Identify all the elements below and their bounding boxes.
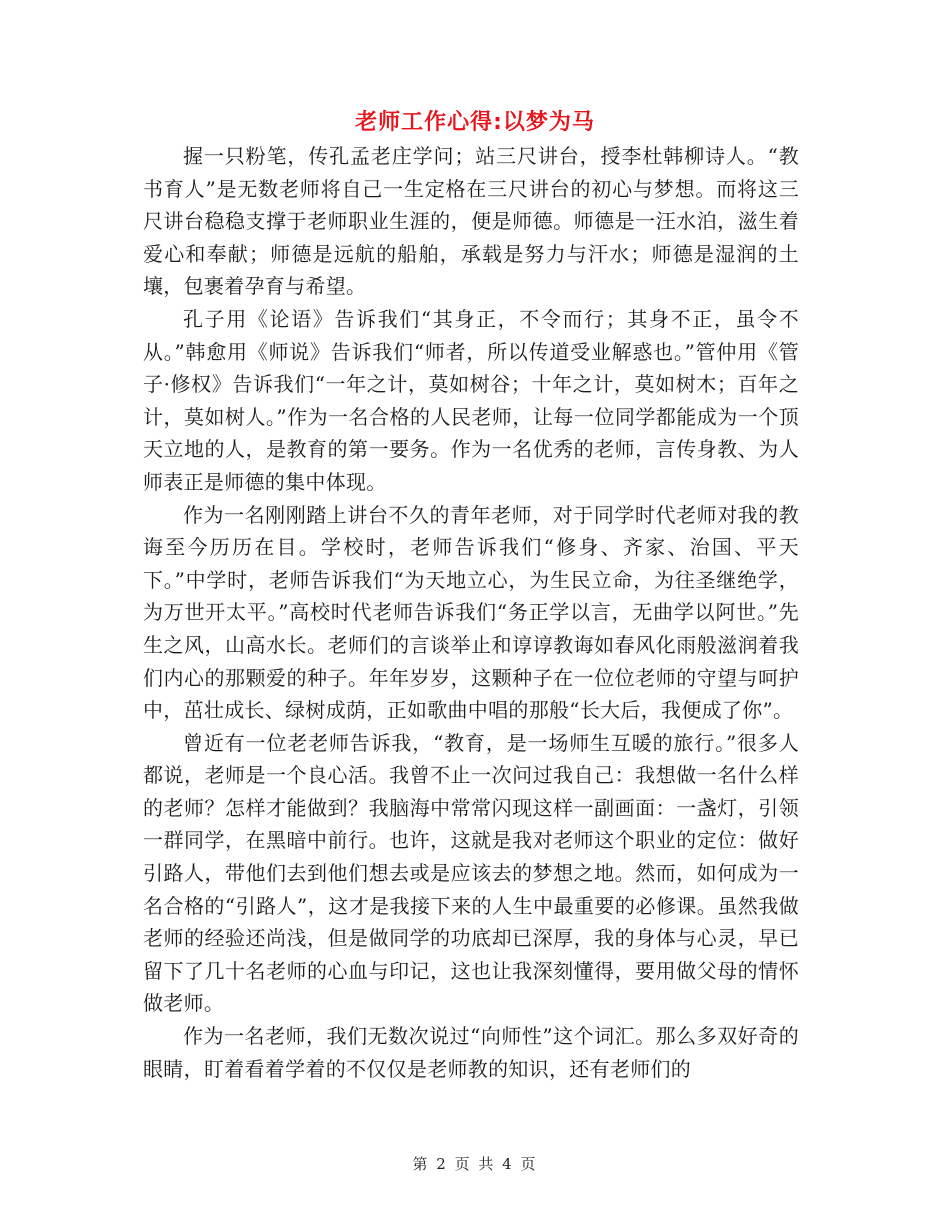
- paragraph-1: 握一只粉笔，传孔孟老庄学问；站三尺讲台，授李杜韩柳诗人。“教书育人”是无数老师将自己一生定格在三尺讲台的初心与梦想。而将这三尺讲台稳稳支撑于老师职业生涯的，便是师德。师德是一汪水泊，滋生着爱心和奉献；师德是远航的船舶，承载是努力与汗水；师德是湿润的土壤，包裹着孕育与希望。: [143, 144, 799, 299]
- paragraph-5: 作为一名老师，我们无数次说过“向师性”这个词汇。那么多双好奇的眼睛，盯着看着学着的不仅仅是老师教的知识，还有老师们的: [143, 1024, 799, 1081]
- paragraph-2: 孔子用《论语》告诉我们“其身正，不令而行；其身不正，虽令不从。”韩愈用《师说》告诉我们“师者，所以传道受业解惑也。”管仲用《管子·修权》告诉我们“一年之计，莫如树谷；十年之计，莫如树木；百年之计，莫如树人。”作为一名合格的人民老师，让每一位同学都能成为一个顶天立地的人，是教育的第一要务。作为一名优秀的老师，言传身教、为人师表正是师德的集中体现。: [143, 306, 799, 494]
- page-number-footer: 第 2 页 共 4 页: [412, 1155, 538, 1173]
- paragraph-3: 作为一名刚刚踏上讲台不久的青年老师，对于同学时代老师对我的教诲至今历历在目。学校时，老师告诉我们“修身、齐家、治国、平天下。”中学时，老师告诉我们“为天地立心，为生民立命，为往圣继绝学，为万世开太平。”高校时代老师告诉我们“务正学以言，无曲学以阿世。”先生之风，山高水长。老师们的言谈举止和谆谆教诲如春风化雨般滋润着我们内心的那颗爱的种子。年年岁岁，这颗种子在一位位老师的守望与呵护中，茁壮成长、绿树成荫，正如歌曲中唱的那般“长大后，我便成了你”。: [143, 502, 799, 723]
- paragraph-4: 曾近有一位老老师告诉我，“教育，是一场师生互暖的旅行。”很多人都说，老师是一个良心活。我曾不止一次问过我自己：我想做一名什么样的老师？怎样才能做到？我脑海中常常闪现这样一副画面：一盏灯，引领一群同学，在黑暗中前行。也许，这就是我对老师这个职业的定位：做好引路人，带他们去到他们想去或是应该去的梦想之地。然而，如何成为一名合格的“引路人”，这才是我接下来的人生中最重要的必修课。虽然我做老师的经验还尚浅，但是做同学的功底却已深厚，我的身体与心灵，早已留下了几十名老师的心血与印记，这也让我深刻懂得，要用做父母的情怀做老师。: [143, 730, 799, 1016]
- document-body: [143, 140, 799, 1085]
- document-title: 老师工作心得:以梦为马: [355, 110, 595, 135]
